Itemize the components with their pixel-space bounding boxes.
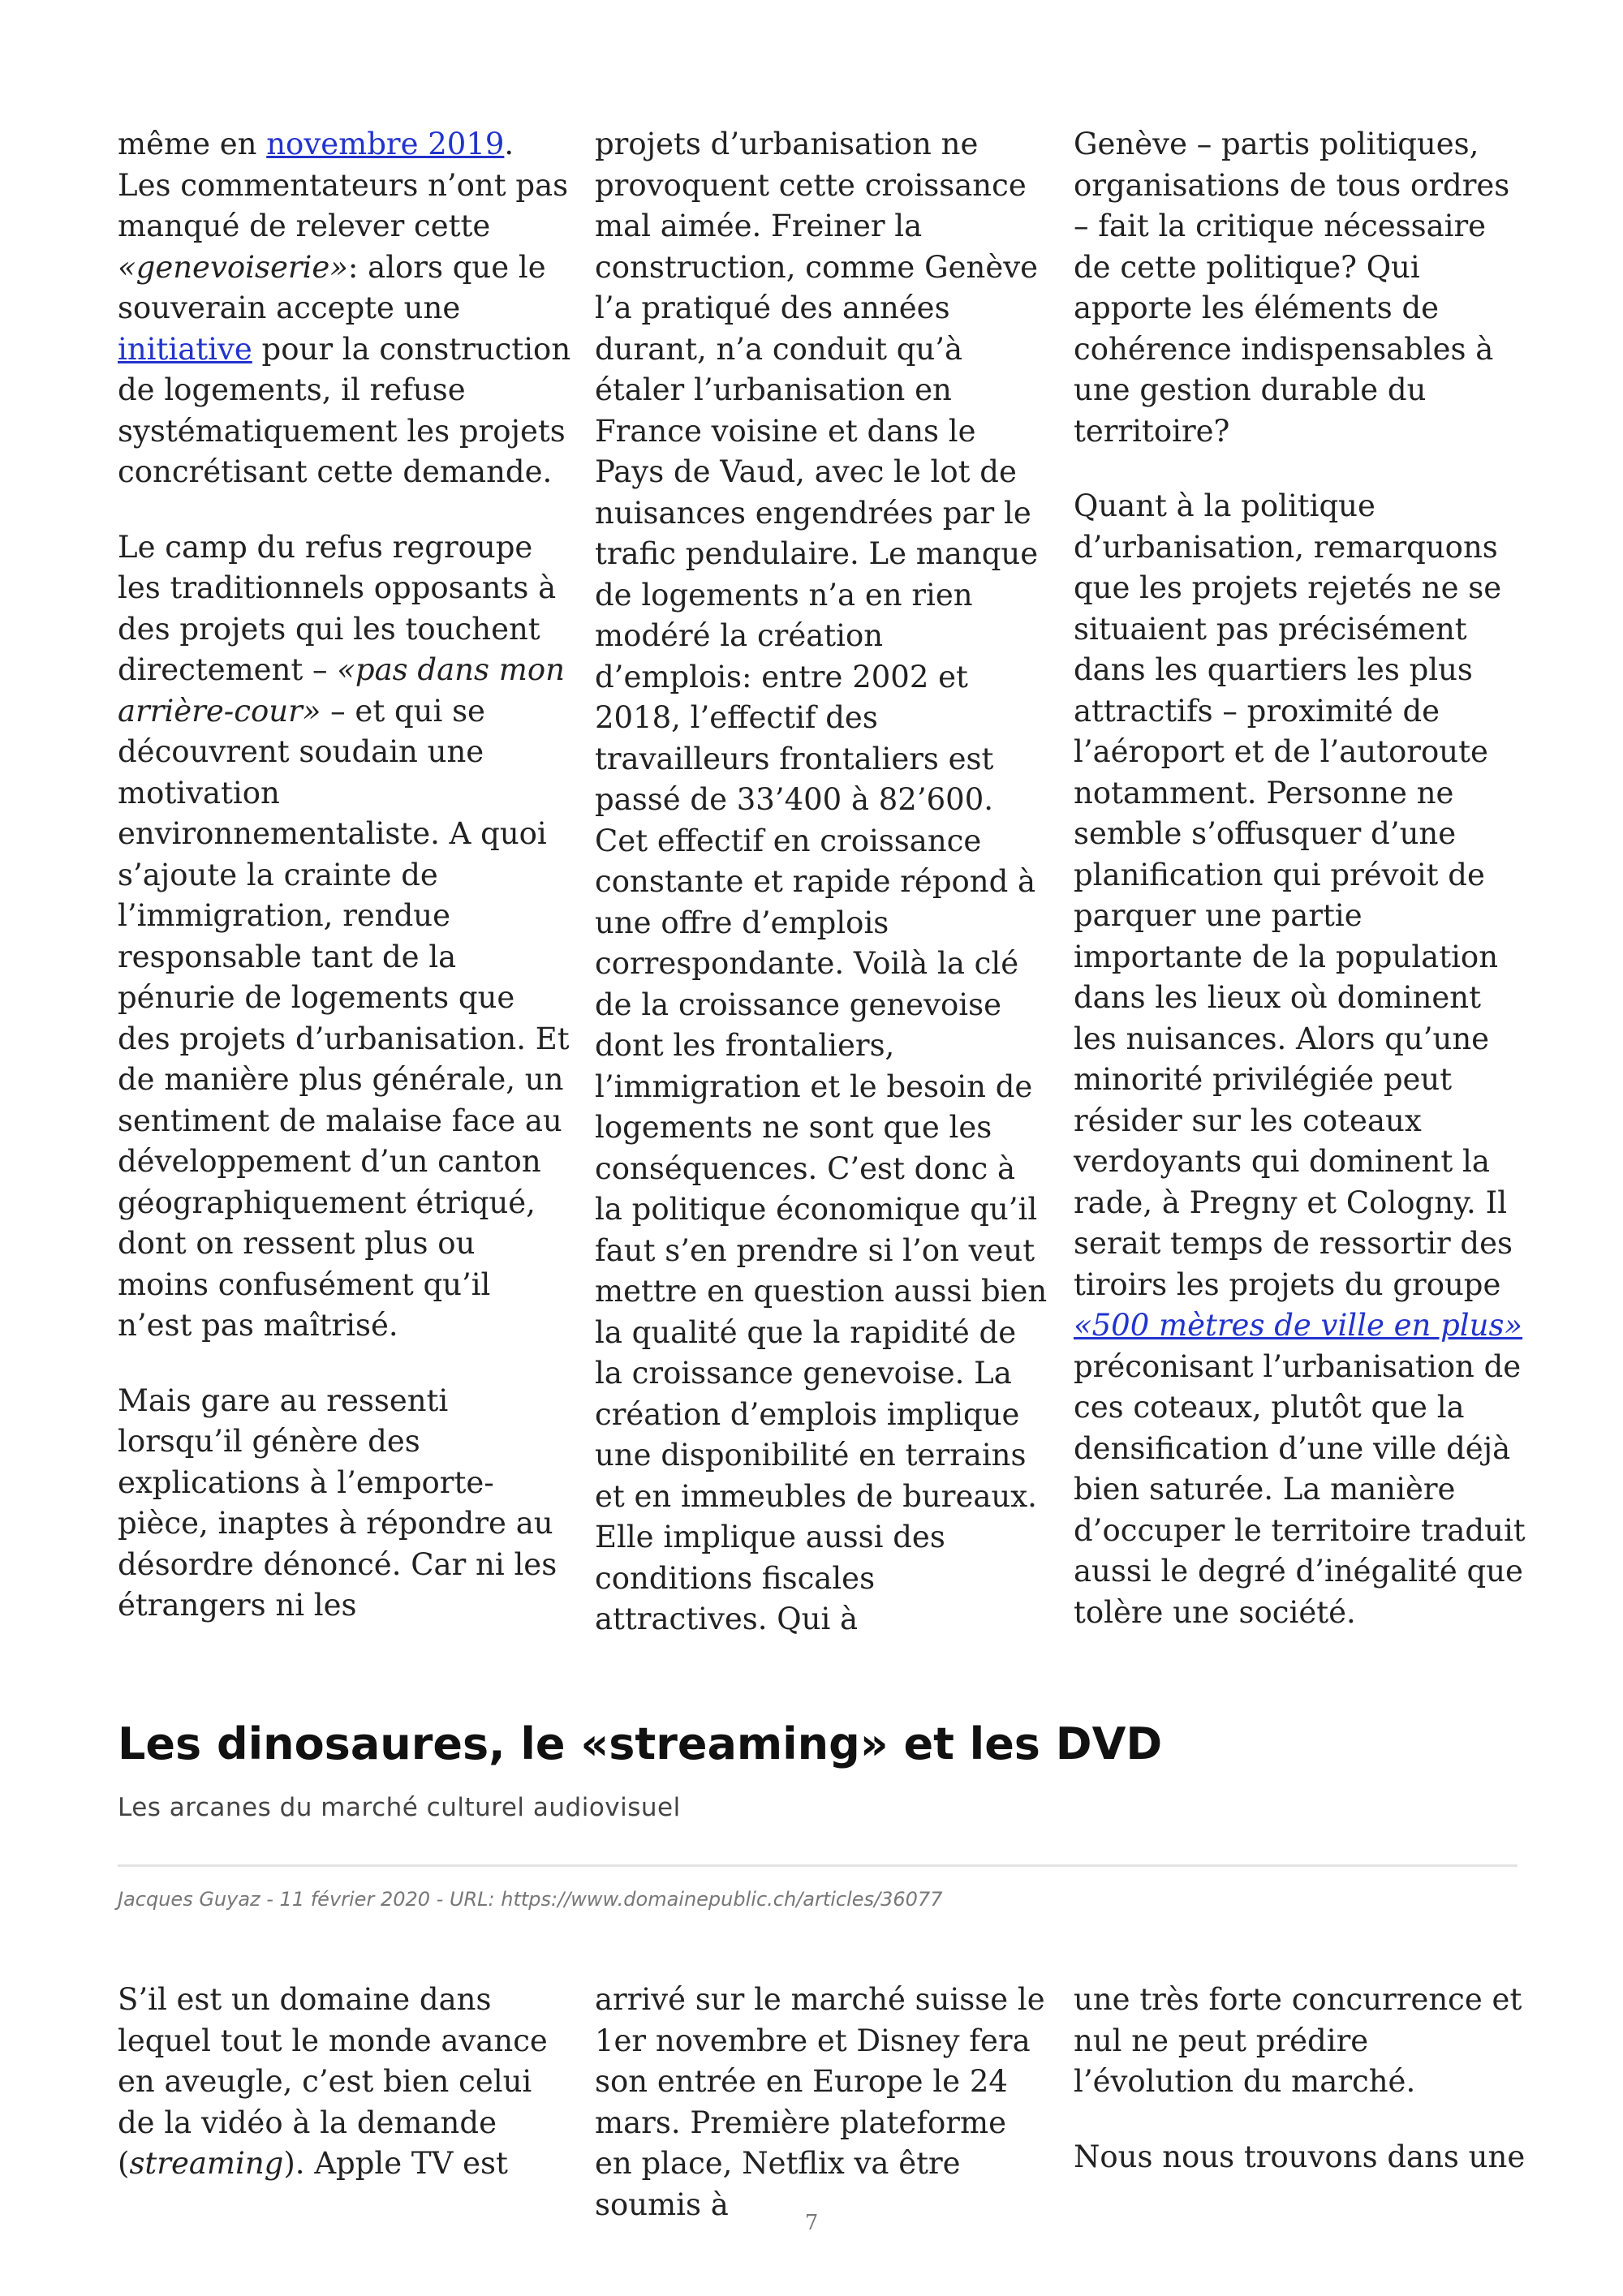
article-meta: Jacques Guyaz - 11 février 2020 - URL: https://www.domainepublic.ch/articles/36077 [118, 1888, 943, 1911]
text-span: S’il est un domaine dans lequel tout le monde avance en aveugle, c’est bien celui de la vidéo à la demande ( [118, 1982, 548, 2181]
paragraph: Mais gare au ressenti lorsqu’il génère des explications à l’emporte-pièce, inaptes à répondre au désordre dénoncé. Car ni les étrangers ni les [118, 1382, 558, 1623]
text-span: – et qui se découvrent soudain une motivation environnementaliste. A quoi s’ajoute la crainte de l’immigration, rendue responsable tant de la pénurie de logements que des projets d’urbanisation. Et de manière plus générale, un sentiment de malaise face au développement d’un canton géographiquement étriqué, dont on ressent plus ou moins confusément qu’il n’est pas maîtrisé. [118, 693, 570, 1343]
link-text[interactable]: «500 mètres de ville en plus» [1074, 1308, 1523, 1343]
page-number: 7 [804, 2211, 819, 2235]
article1-column-3 [1074, 124, 1528, 1633]
paragraph [118, 1980, 572, 2185]
text-span: préconisant l’urbanisation de ces coteaux, plutôt que la densification d’une ville déjà bien saturée. La manière d’occuper le territoire traduit aussi le degré d’inégalité que tolère une société. [1074, 1348, 1526, 1630]
divider [118, 1864, 1518, 1867]
text-span: Quant à la politique d’urbanisation, remarquons que les projets rejetés ne se situaient pas précisément dans les quartiers les plus attractifs – proximité de l’aéroport et de l’autoroute notamment. Personne ne semble s’offusquer d’une planification qui prévoit de parquer une partie importante de la population dans les lieux où dominent les nuisances. Alors qu’une minorité privilégiée peut résider sur les coteaux verdoyants qui dominent la rade, à Pregny et Cologny. Il serait temps de ressortir des tiroirs les projets du groupe [1074, 488, 1513, 1302]
link-initiative[interactable]: initiative [118, 331, 252, 367]
paragraph: projets d’urbanisation ne provoquent cette croissance mal aimée. Freiner la construction, comme Genève l’a pratiqué des années durant, n’a conduit qu’à étaler l’urbanisation en France voisine et dans le Pays de Vaud, avec le lot de nuisances engendrées par le trafic pendulaire. Le manque de logements n’a en rien modéré la création d’emplois: entre 2002 et 2018, l’effectif des travailleurs frontaliers est passé de 33’400 à 82’600. Cet effectif en croissance constante et rapide répond à une offre d’emplois correspondante. Voilà la clé de la croissance genevoise dont les frontaliers, l’immigration et le besoin de logements ne sont que les conséquences. C’est donc à la politique économique qu’il faut s’en prendre si l’on veut mettre en question aussi bien la qualité que la rapidité de la croissance genevoise. La création d’emplois implique une disponibilité en terrains et en immeubles de bureaux. Elle implique aussi des conditions fiscales attractives. Qui à [595, 127, 1048, 1636]
paragraph: Nous nous trouvons dans une [1074, 2139, 1526, 2174]
text-span: : alors que le souverain accepte une [118, 249, 546, 325]
paragraph [1074, 486, 1528, 1633]
paragraph: arrivé sur le marché suisse le 1er novembre et Disney fera son entrée en Europe le 24 mars. Première plateforme en place, Netflix va être soumis à [595, 1982, 1045, 2222]
text-span: Le camp du refus regroupe les traditionnels opposants à des projets qui les touchent directement – [118, 529, 557, 687]
paragraph: une très forte concurrence et nul ne peut prédire l’évolution du marché. [1074, 1982, 1522, 2099]
italic-quote: «genevoiserie» [118, 249, 348, 285]
text-span: pour la construction de logements, il refuse systématiquement les projets concrétisant cette demande. [118, 331, 571, 489]
article2-column-3 [1074, 1980, 1528, 2178]
italic-quote: «pas dans mon arrière-cour» [118, 652, 565, 729]
article2-column-1 [118, 1980, 572, 2185]
paragraph [118, 124, 572, 493]
text-span: même en [118, 127, 267, 161]
article1-column-1 [118, 124, 572, 1627]
text-span: . Les commentateurs n’ont pas manqué de relever cette [118, 127, 569, 243]
paragraph [118, 527, 572, 1347]
article2-column-2 [595, 1980, 1049, 2225]
article-subtitle: Les arcanes du marché culturel audiovisuel [118, 1793, 681, 1822]
paragraph: Genève – partis politiques, organisations de tous ordres – fait la critique nécessaire de cette politique? Qui apporte les éléments de cohérence indispensables à une gestion durable du territoire? [1074, 127, 1510, 449]
italic-term: streaming [129, 2146, 284, 2181]
text-span: ). Apple TV est [283, 2146, 508, 2181]
article-title: Les dinosaures, le «streaming» et les DVD [118, 1718, 1163, 1769]
link-500-metres[interactable] [1074, 1308, 1522, 1343]
article1-column-2 [595, 124, 1049, 1640]
link-novembre-2019[interactable]: novembre 2019 [266, 127, 505, 161]
